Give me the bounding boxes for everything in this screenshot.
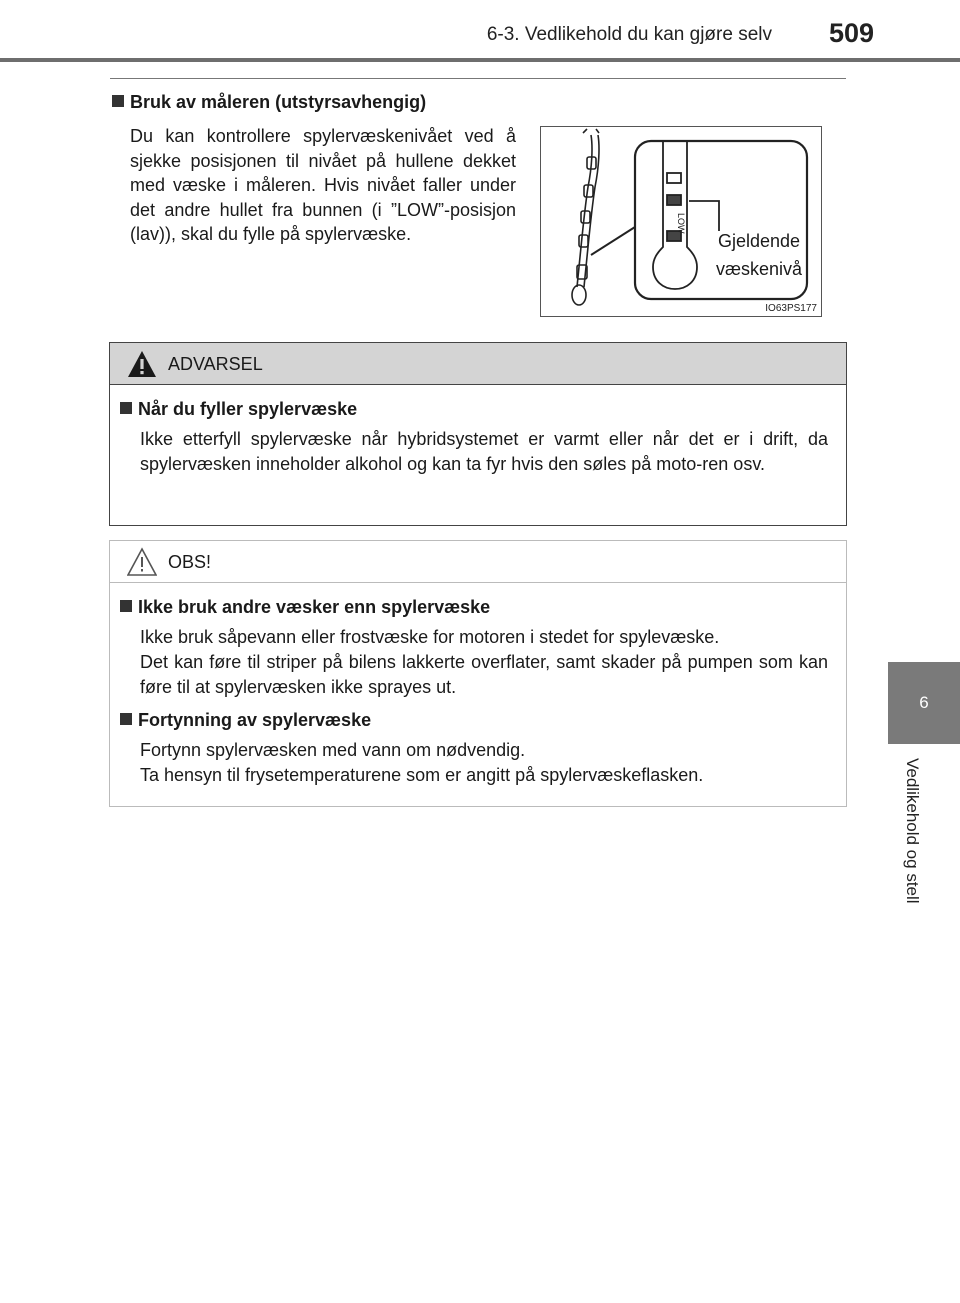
section-heading <box>112 92 426 113</box>
section-heading-text: Bruk av måleren (utstyrsavhengig) <box>130 92 427 112</box>
dipstick-drawing <box>541 127 821 316</box>
current-level-label <box>695 227 823 283</box>
warning-item-paragraph: Ikke etterfyll spylervæske når hybridsystemet er varmt eller når det er i drift, da spylervæsken inneholder alkohol og kan ta fyr hvis den søles på moto-ren osv. <box>140 429 828 474</box>
notice-item-text <box>140 625 828 700</box>
chapter-tab <box>888 662 960 744</box>
notice-line: Det kan føre til striper på bilens lakkerte overflater, samt skader på pumpen som kan føre til at spylervæsken ikke sprayes ut. <box>140 652 828 697</box>
warning-item-heading-text: Når du fyller spylervæske <box>138 399 358 419</box>
notice-line: Ikke bruk såpevann eller frostvæske for motoren i stedet for spylevæske. <box>140 627 720 647</box>
intro-paragraph: Du kan kontrollere spylervæskenivået ved å sjekke posisjonen til nivået på hullene dekket med væske i måleren. Hvis nivået faller under det andre hullet fra bunnen (i ”LOW”-posisjon (lav)), skal du fylle på spylervæske. <box>130 126 516 244</box>
notice-body <box>110 583 846 788</box>
square-bullet-icon <box>112 95 124 107</box>
warning-box <box>109 342 847 526</box>
notice-item-text <box>140 738 828 788</box>
figure-code: IO63PS177 <box>765 303 817 314</box>
notice-title: OBS! <box>168 552 212 572</box>
label-line-1: Gjeldende <box>717 231 801 251</box>
chapter-label: Vedlikehold og stell <box>903 758 922 904</box>
notice-box <box>109 540 847 807</box>
notice-line: Fortynn spylervæsken med vann om nødvendig. <box>140 740 526 760</box>
header-divider <box>110 78 846 79</box>
warning-header <box>110 343 846 385</box>
warning-item-text <box>140 427 828 477</box>
caution-triangle-icon <box>127 547 157 577</box>
notice-header <box>110 541 846 583</box>
notice-item-heading-text: Fortynning av spylervæske <box>138 710 372 730</box>
chapter-number: 6 <box>919 693 929 712</box>
notice-item-heading <box>120 597 828 618</box>
square-bullet-icon <box>120 402 132 414</box>
gauge-low-text: LOW <box>676 213 686 234</box>
square-bullet-icon <box>120 713 132 725</box>
header-rule <box>0 58 960 62</box>
page-number: 509 <box>828 18 874 48</box>
warning-triangle-icon <box>127 349 157 379</box>
warning-item-heading <box>120 399 828 420</box>
section-title: 6-3. Vedlikehold du kan gjøre selv <box>486 24 772 45</box>
warning-title: ADVARSEL <box>168 354 263 374</box>
square-bullet-icon <box>120 600 132 612</box>
gauge-illustration <box>540 126 822 317</box>
notice-item-heading <box>120 710 828 731</box>
notice-line: Ta hensyn til frysetemperaturene som er angitt på spylervæskeflasken. <box>140 765 704 785</box>
warning-body <box>110 385 846 477</box>
notice-item-heading-text: Ikke bruk andre væsker enn spylervæske <box>138 597 491 617</box>
label-line-2: væskenivå <box>715 259 803 279</box>
